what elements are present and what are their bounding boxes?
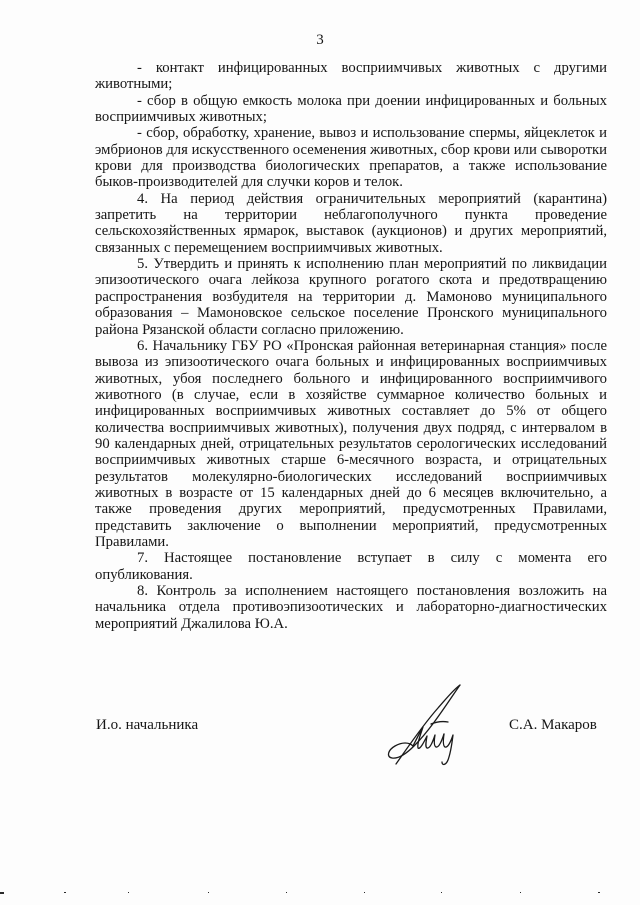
signatory-name: С.А. Макаров <box>509 717 597 733</box>
paragraph-item-6: 6. Начальнику ГБУ РО «Пронская районная ветеринарная станция» после вывоза из эпизоотического очага больных и инфицированных восприимчивых животных, убоя последнего больного и инфицированного восприимчивого животного (в случае, если в хозяйстве суммарное количество больных и инфицированных восприимчивых животных составляет до 5% от общего количества восприимчивых животных), получения двух подряд, с интервалом в 90 календарных дней, отрицательных результатов серологических исследований восприимчивых животных старше 6-месячного возраста, и отрицательных результатов молекулярно-биологических исследований восприимчивых животных в возрасте от 15 календарных дней до 6 месяцев включительно, а также проведения других мероприятий, предусмотренных Правилами, представить заключение о выполнении мероприятий, предусмотренных Правилами. <box>95 337 607 550</box>
page-number: 3 <box>316 32 324 48</box>
paragraph-item-7: 7. Настоящее постановление вступает в силу с момента его опубликования. <box>95 550 607 583</box>
paragraph-contact-ban: - контакт инфицированных восприимчивых животных с другими животными; <box>95 60 607 93</box>
paragraph-sperm-blood-ban: - сбор, обработку, хранение, вывоз и использование спермы, яйцеклеток и эмбрионов для искусственного осеменения животных, сбор крови или сыворотки крови для производства биологических препаратов, а также использование быков-производителей для случки коров и телок. <box>95 125 607 191</box>
page-bottom-dots <box>0 891 640 895</box>
paragraph-milk-collection-ban: - сбор в общую емкость молока при доении инфицированных и больных восприимчивых животных; <box>95 92 607 126</box>
paragraph-item-8: 8. Контроль за исполнением настоящего постановления возложить на начальника отдела противоэпизоотических и лабораторно-диагностических мероприятий Джалилова Ю.А. <box>95 583 607 632</box>
document-body <box>95 60 607 632</box>
handwritten-signature <box>376 680 472 772</box>
signatory-title: И.о. начальника <box>96 717 199 733</box>
paragraph-item-4: 4. На период действия ограничительных мероприятий (карантина) запретить на территории неблагополучного пункта проведение сельскохозяйственных ярмарок, выставок (аукционов) и других мероприятий, связанных с перемещением восприимчивых животных. <box>95 190 607 256</box>
paragraph-item-5: 5. Утвердить и принять к исполнению план мероприятий по ликвидации эпизоотического очага лейкоза крупного рогатого скота и предотвращению распространения возбудителя на территории д. Мамоново муниципального образования – Мамоновское сельское поселение Пронского муниципального района Рязанской области согласно приложению. <box>95 256 607 338</box>
